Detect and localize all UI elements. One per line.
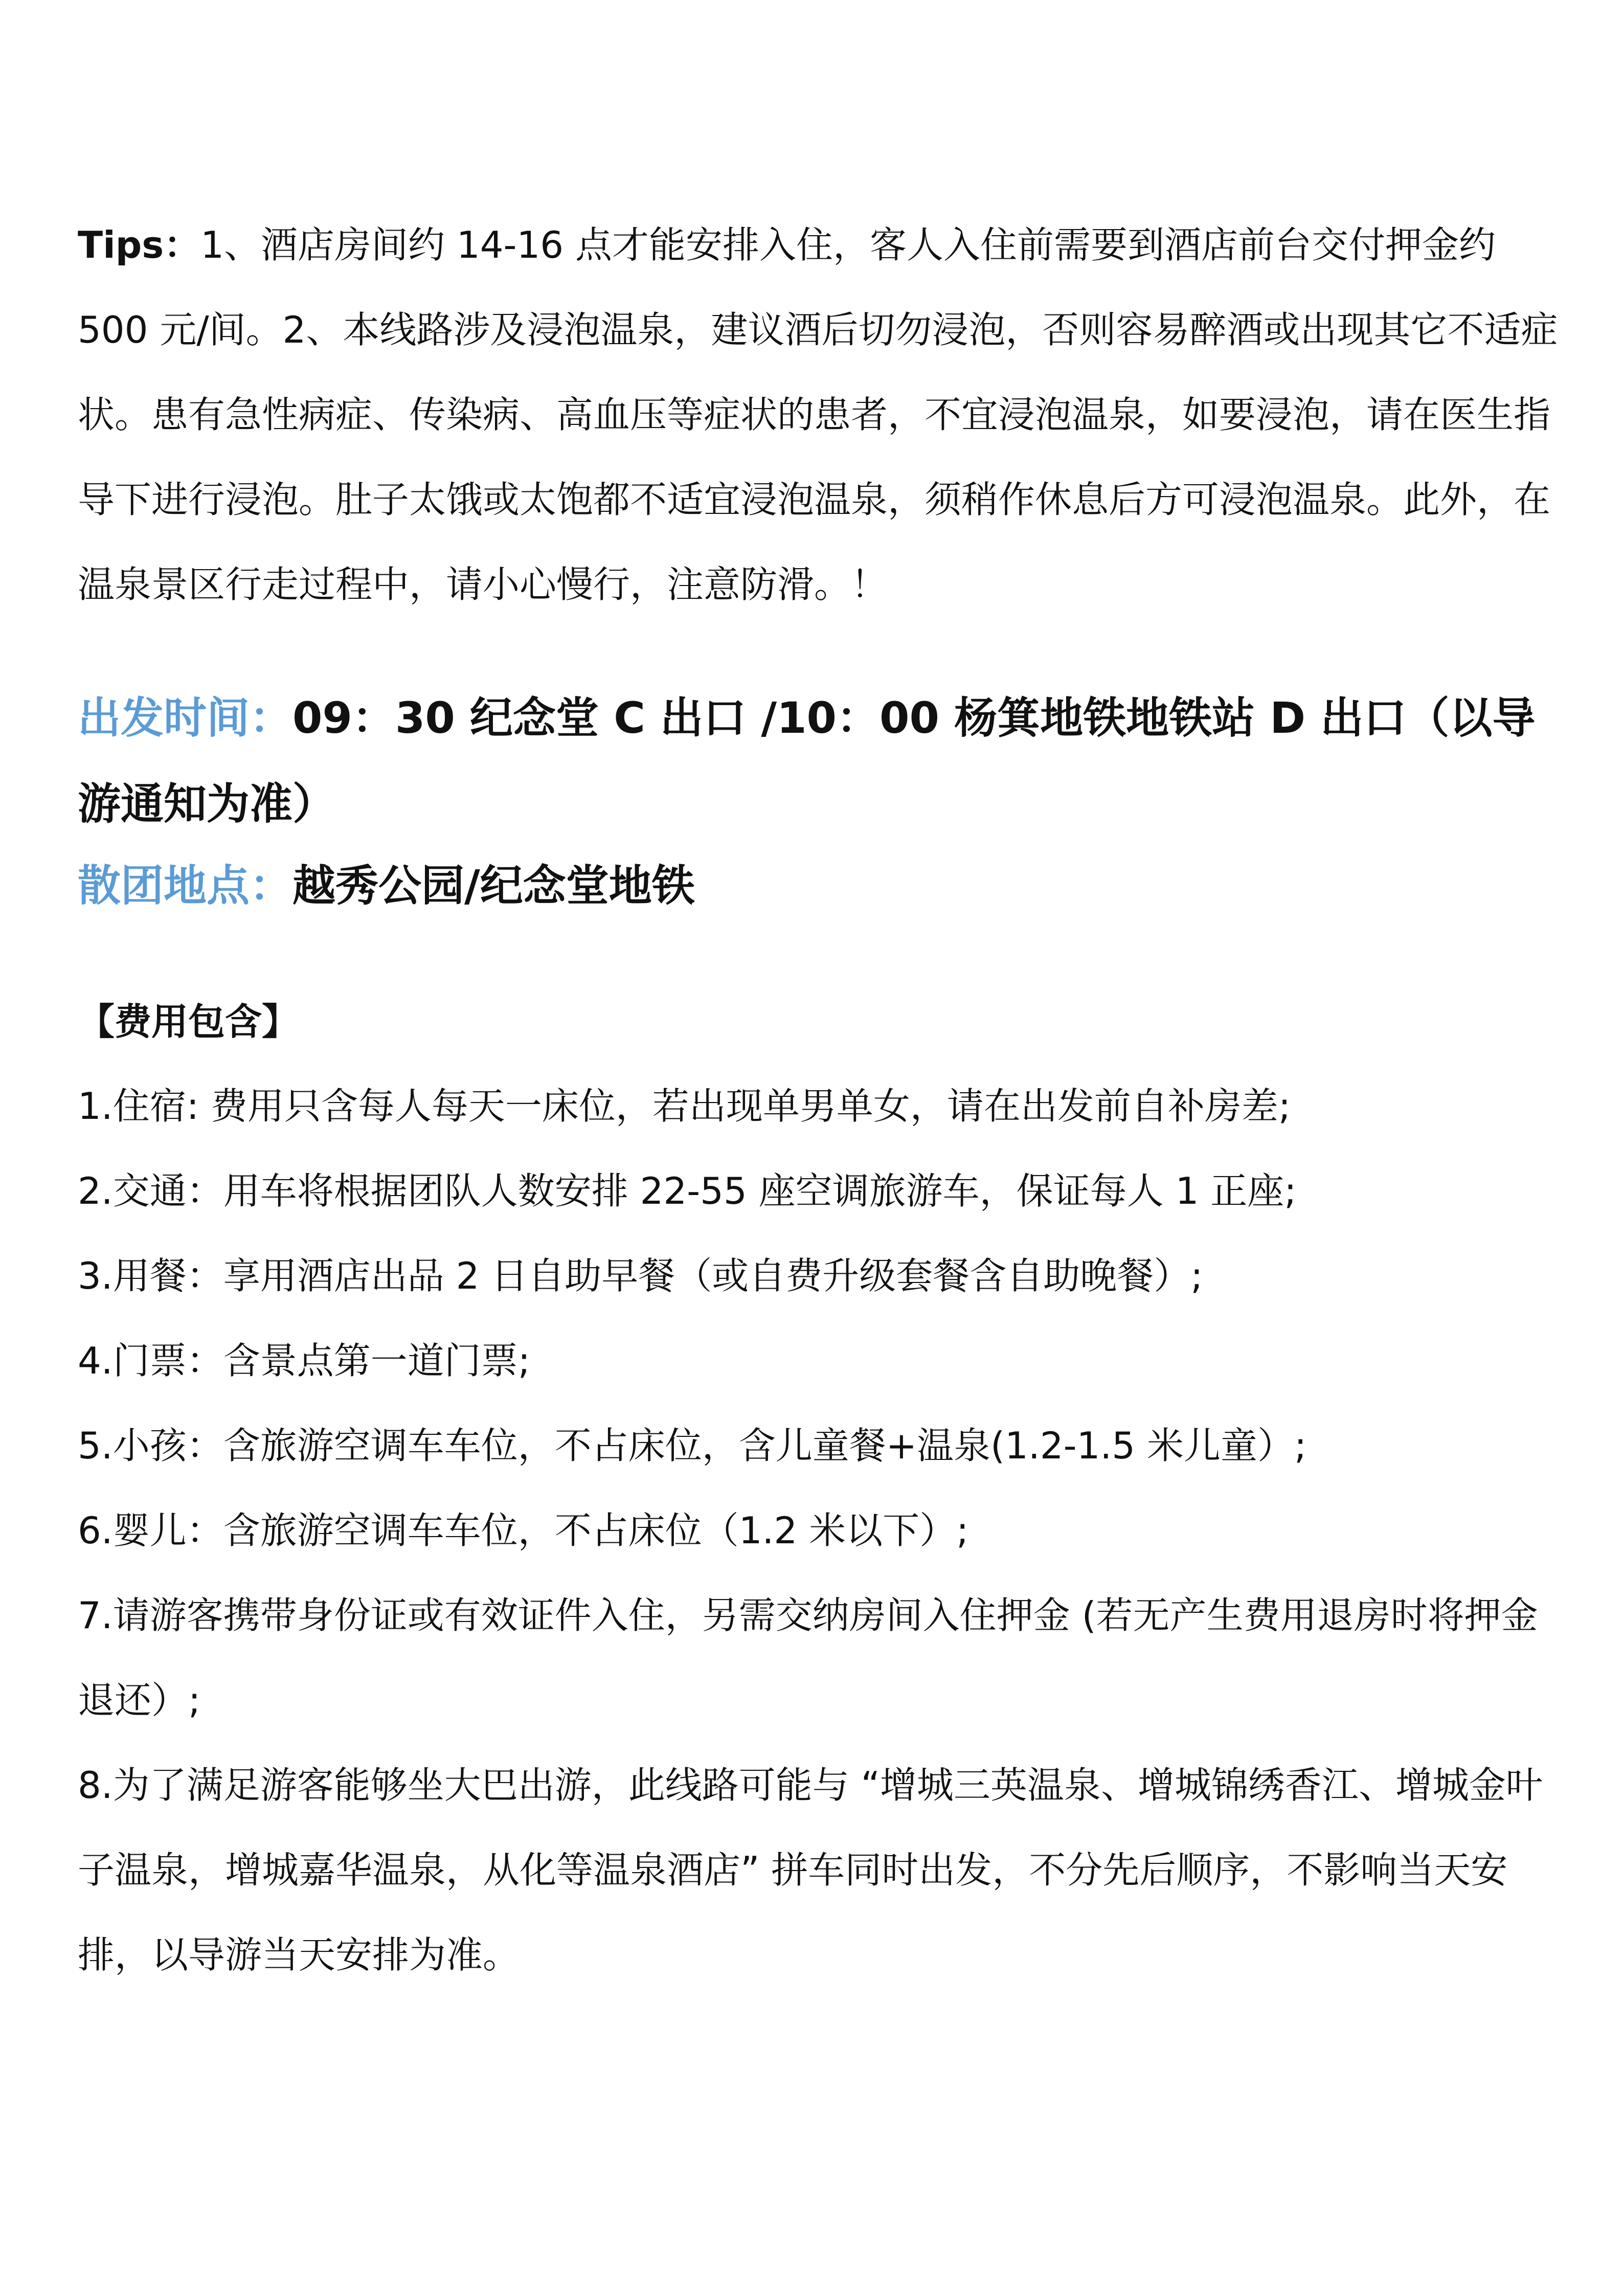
fee-item-lodging: 1.住宿: 费用只含每人每天一床位，若出现单男单女，请在出发前自补房差; — [78, 1085, 1291, 1128]
fees-included-list — [78, 1064, 1561, 1997]
tips-label: Tips： — [78, 223, 201, 266]
tips-text: 1、酒店房间约 14-16 点才能安排入住，客人入住前需要到酒店前台交付押金约 500 元/间。2、本线路涉及浸泡温泉，建议酒后切勿浸泡，否则容易醉酒或出现其它不适症状。患有急性病症、传染病、高血压等症状的患者，不宜浸泡温泉，如要浸泡，请在医生指导下进行浸泡。肚子太饿或太饱都不适宜浸泡温泉，须稍作休息后方可浸泡温泉。此外，在温泉景区行走过程中，请小心慢行，注意防滑。！ — [78, 223, 1558, 606]
fee-item-children: 5.小孩：含旅游空调车车位，不占床位，含儿童餐+温泉(1.2-1.5 米儿童）; — [78, 1424, 1307, 1467]
fee-item-shared-bus: 8.为了满足游客能够坐大巴出游，此线路可能与 “增城三英温泉、增城锦绣香江、增城金叶子温泉，增城嘉华温泉，从化等温泉酒店” 拼车同时出发，不分先后顺序，不影响当天安排，以导游当天安排为准。 — [78, 1764, 1543, 1976]
fee-item-transport: 2.交通：用车将根据团队人数安排 22-55 座空调旅游车，保证每人 1 正座; — [78, 1169, 1297, 1212]
fee-item-id-deposit: 7.请游客携带身份证或有效证件入住，另需交纳房间入住押金 (若无产生费用退房时将押金退还）; — [78, 1594, 1538, 1722]
fee-item-meals: 3.用餐：享用酒店出品 2 日自助早餐（或自费升级套餐含自助晚餐）; — [78, 1254, 1203, 1297]
departure-label: 出发时间： — [78, 693, 293, 743]
disband-value: 越秀公园/纪念堂地铁 — [292, 861, 695, 911]
departure-value: 09：30 纪念堂 C 出口 /10：00 杨箕地铁地铁站 D 出口（以导游通知为准） — [78, 693, 1536, 829]
fee-item-infants: 6.婴儿：含旅游空调车车位，不占床位（1.2 米以下）; — [78, 1509, 969, 1552]
departure-line — [78, 675, 1571, 847]
fees-included-title: 【费用包含】 — [78, 1000, 299, 1043]
disband-label: 散团地点： — [78, 861, 293, 911]
fee-item-tickets: 4.门票：含景点第一道门票; — [78, 1339, 530, 1382]
tips-paragraph — [78, 202, 1561, 627]
disband-line — [78, 843, 1571, 929]
